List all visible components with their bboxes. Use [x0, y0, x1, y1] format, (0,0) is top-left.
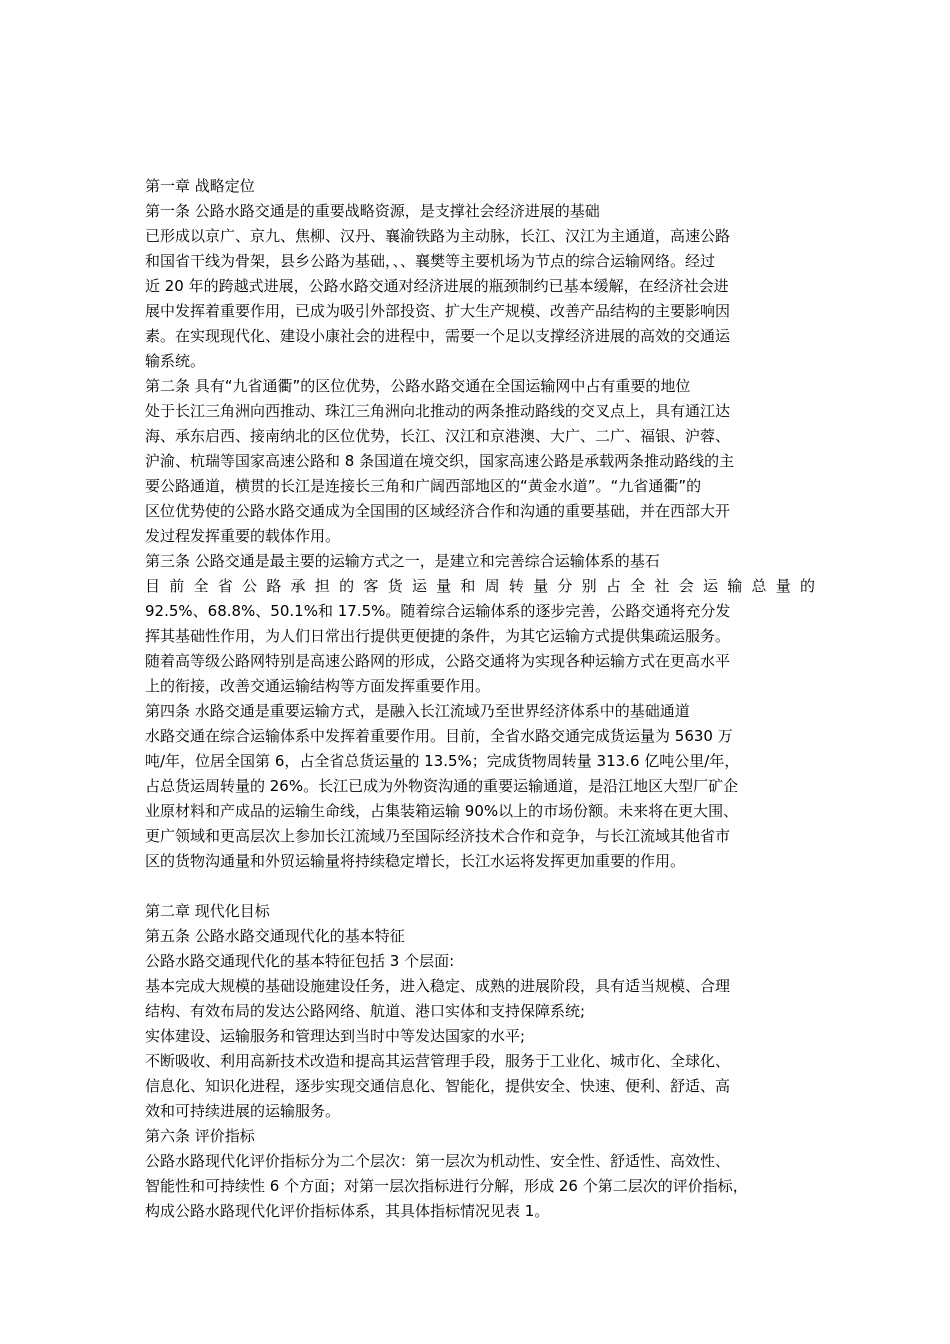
paragraph-line: 目前全省公路承担的客货运量和周转量分别占全社会运输总量的: [145, 577, 815, 595]
paragraph-line: 素。在实现现代化、建设小康社会的进程中，需要一个足以支撑经济进展的高效的交通运: [145, 327, 731, 345]
article-3-heading: 第三条 公路交通是最主要的运输方式之一，是建立和完善综合运输体系的基石: [145, 552, 660, 570]
paragraph-line: 近 20 年的跨越式进展，公路水路交通对经济进展的瓶颈制约已基本缓解，在经济社会进: [145, 277, 729, 295]
blank-line: [145, 874, 815, 899]
paragraph-line: 发过程发挥重要的载体作用。: [145, 527, 341, 545]
article-6-heading: 第六条 评价指标: [145, 1127, 255, 1145]
paragraph-line: 处于长江三角洲向西推动、珠江三角洲向北推动的两条推动路线的交叉点上，具有通江达: [145, 402, 731, 420]
paragraph-line: 随着高等级公路网特别是高速公路网的形成，公路交通将为实现各种运输方式在更高水平: [145, 652, 731, 670]
paragraph-line: 更广领域和更高层次上参加长江流域乃至国际经济技术合作和竞争，与长江流域其他省市: [145, 827, 731, 845]
paragraph-line: 效和可持续进展的运输服务。: [145, 1102, 341, 1120]
paragraph-line: 挥其基础性作用，为人们日常出行提供更便捷的条件，为其它运输方式提供集疏运服务。: [145, 627, 731, 645]
article-2-heading: 第二条 具有“九省通衢”的区位优势，公路水路交通在全国运输网中占有重要的地位: [145, 377, 691, 395]
paragraph-line: 公路水路交通现代化的基本特征包括 3 个层面:: [145, 952, 455, 970]
paragraph-line: 要公路通道，横贯的长江是连接长三角和广阔西部地区的“黄金水道”。“九省通衢”的: [145, 477, 702, 495]
paragraph-line: 基本完成大规模的基础设施建设任务，进入稳定、成熟的进展阶段，具有适当规模、合理: [145, 977, 731, 995]
paragraph-line: 水路交通在综合运输体系中发挥着重要作用。目前，全省水路交通完成货运量为 5630 万: [145, 727, 733, 745]
article-4-heading: 第四条 水路交通是重要运输方式，是融入长江流域乃至世界经济体系中的基础通道: [145, 702, 690, 720]
paragraph-line: 92.5%、68.8%、50.1%和 17.5%。随着综合运输体系的逐步完善，公路交通将充分发: [145, 602, 731, 620]
chapter-2-title: 第二章 现代化目标: [145, 902, 270, 920]
paragraph-line: 实体建设、运输服务和管理达到当时中等发达国家的水平;: [145, 1027, 526, 1045]
article-5-heading: 第五条 公路水路交通现代化的基本特征: [145, 927, 405, 945]
paragraph-line: 构成公路水路现代化评价指标体系，其具体指标情况见表 1。: [145, 1202, 550, 1220]
paragraph-line: 占总货运周转量的 26%。长江已成为外物资沟通的重要运输通道，是沿江地区大型厂矿企: [145, 777, 739, 795]
paragraph-line: 业原材料和产成品的运输生命线，占集装箱运输 90%以上的市场份额。未来将在更大围、: [145, 802, 739, 820]
paragraph-line: 上的衔接，改善交通运输结构等方面发挥重要作用。: [145, 677, 491, 695]
paragraph-line: 展中发挥着重要作用，已成为吸引外部投资、扩大生产规模、改善产品结构的主要影响因: [145, 302, 731, 320]
paragraph-line: 区的货物沟通量和外贸运输量将持续稳定增长，长江水运将发挥更加重要的作用。: [145, 852, 686, 870]
paragraph-line: 吨/年，位居全国第 6，占全省总货运量的 13.5%；完成货物周转量 313.6 亿吨公里/年，: [145, 752, 740, 770]
chapter-1-title: 第一章 战略定位: [145, 177, 255, 195]
paragraph-line: 输系统。: [145, 352, 206, 370]
document-page: [145, 174, 815, 1224]
article-1-heading: 第一条 公路水路交通是的重要战略资源，是支撑社会经济进展的基础: [145, 202, 600, 220]
paragraph-line: 海、承东启西、接南纳北的区位优势，长江、汉江和京港澳、大广、二广、福银、沪蓉、: [145, 427, 731, 445]
paragraph-line: 智能性和可持续性 6 个方面；对第一层次指标进行分解，形成 26 个第二层次的评价指标，: [145, 1177, 748, 1195]
paragraph-line: 公路水路现代化评价指标分为二个层次：第一层次为机动性、安全性、舒适性、高效性、: [145, 1152, 731, 1170]
paragraph-line: 沪渝、杭瑞等国家高速公路和 8 条国道在境交织，国家高速公路是承载两条推动路线的主: [145, 452, 735, 470]
paragraph-line: 和国省干线为骨架，县乡公路为基础，、、襄樊等主要机场为节点的综合运输网络。经过: [145, 252, 716, 270]
paragraph-line: 不断吸收、利用高新技术改造和提高其运营管理手段，服务于工业化、城市化、全球化、: [145, 1052, 731, 1070]
paragraph-line: 信息化、知识化进程，逐步实现交通信息化、智能化，提供安全、快速、便利、舒适、高: [145, 1077, 731, 1095]
paragraph-line: 已形成以京广、京九、焦柳、汉丹、襄渝铁路为主动脉，长江、汉江为主通道，高速公路: [145, 227, 731, 245]
paragraph-line: 区位优势使的公路水路交通成为全国围的区域经济合作和沟通的重要基础，并在西部大开: [145, 502, 731, 520]
paragraph-line: 结构、有效布局的发达公路网络、航道、港口实体和支持保障系统;: [145, 1002, 586, 1020]
